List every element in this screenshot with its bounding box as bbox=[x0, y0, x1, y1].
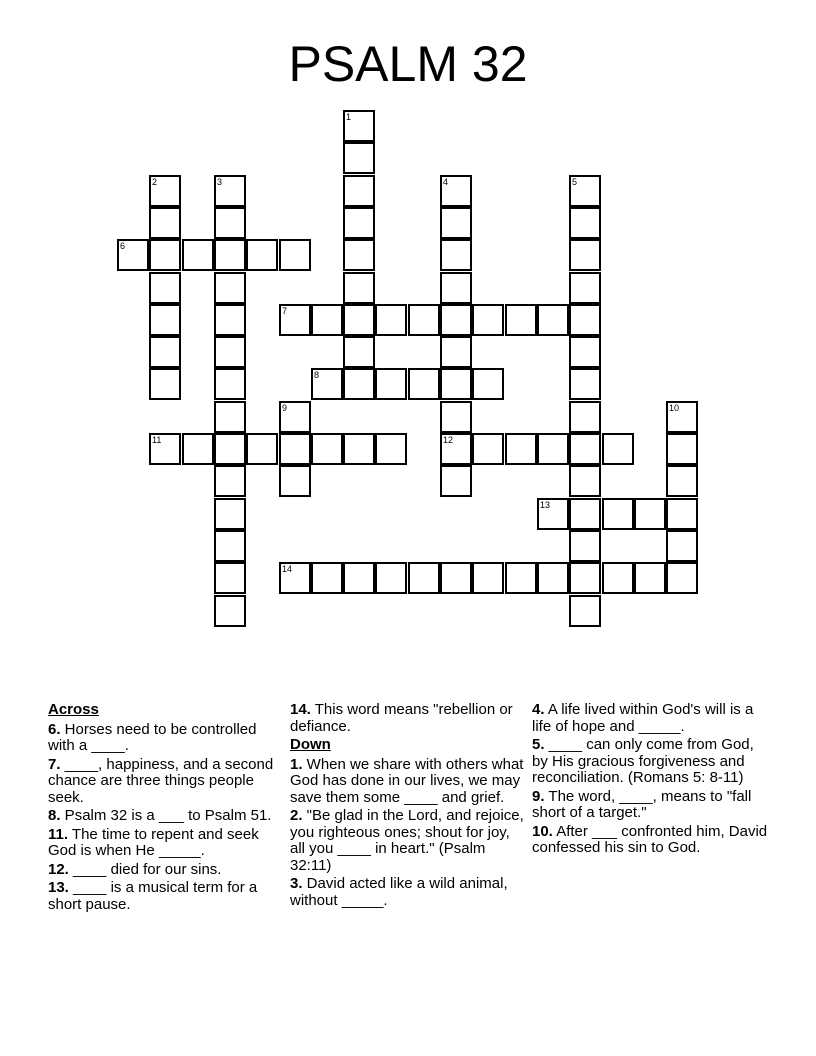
grid-cell bbox=[279, 239, 311, 271]
grid-cell bbox=[343, 207, 375, 239]
grid-cell bbox=[666, 401, 698, 433]
grid-cell bbox=[375, 304, 407, 336]
grid-cell bbox=[343, 175, 375, 207]
grid-cell bbox=[149, 239, 181, 271]
grid-cell bbox=[440, 336, 472, 368]
cell-number: 1 bbox=[346, 112, 352, 122]
page-title: PSALM 32 bbox=[288, 36, 528, 92]
grid-cell bbox=[569, 595, 601, 627]
grid-cell bbox=[569, 239, 601, 271]
cell-number: 5 bbox=[572, 177, 578, 187]
grid-cell bbox=[279, 401, 311, 433]
grid-cell bbox=[149, 272, 181, 304]
grid-cell bbox=[569, 530, 601, 562]
grid-cell bbox=[117, 239, 149, 271]
down-clue-3: 3. David acted like a wild animal, without _____. bbox=[290, 875, 508, 909]
grid-cell bbox=[472, 433, 504, 465]
grid-cell bbox=[311, 304, 343, 336]
grid-cell bbox=[569, 433, 601, 465]
grid-cell bbox=[311, 562, 343, 594]
cell-number: 11 bbox=[152, 435, 162, 445]
grid-cell bbox=[214, 368, 246, 400]
grid-cell bbox=[182, 433, 214, 465]
grid-cell bbox=[214, 530, 246, 562]
grid-cell bbox=[311, 368, 343, 400]
down-clue-1: 1. When we share with others what God has done in our lives, we may save them some ____ and grief. bbox=[290, 755, 524, 806]
cell-number: 14 bbox=[282, 564, 293, 574]
grid-cell bbox=[149, 175, 181, 207]
grid-cell bbox=[472, 562, 504, 594]
grid-cell bbox=[569, 207, 601, 239]
cell-number: 4 bbox=[443, 177, 449, 187]
grid-cell bbox=[537, 304, 569, 336]
grid-cell bbox=[440, 175, 472, 207]
grid-cell bbox=[149, 433, 181, 465]
grid-cell bbox=[569, 401, 601, 433]
grid-cell bbox=[602, 498, 634, 530]
down-clue-5: 5. ____ can only come from God, by His gracious forgiveness and reconciliation. (Romans 5: 8-11) bbox=[532, 736, 754, 786]
grid-cell bbox=[214, 304, 246, 336]
clue-column-3 bbox=[532, 702, 768, 859]
grid-cell bbox=[343, 142, 375, 174]
grid-cell bbox=[214, 401, 246, 433]
across-clue-11: 11. The time to repent and seek God is when He _____. bbox=[48, 825, 259, 859]
grid-cell bbox=[602, 562, 634, 594]
grid-cell bbox=[666, 498, 698, 530]
across-clue-12: 12. ____ died for our sins. bbox=[48, 860, 222, 878]
across-clue-13: 13. ____ is a musical term for a short pause. bbox=[48, 879, 258, 913]
grid-cell bbox=[440, 304, 472, 336]
across-heading: Across bbox=[48, 701, 99, 718]
grid-cell bbox=[602, 433, 634, 465]
grid-cell bbox=[375, 368, 407, 400]
grid-cell bbox=[440, 465, 472, 497]
grid-cell bbox=[569, 368, 601, 400]
grid-cell bbox=[440, 239, 472, 271]
grid-cell bbox=[246, 433, 278, 465]
down-clue-2: 2. "Be glad in the Lord, and rejoice, you righteous ones; shout for joy, all you ____ in heart." (Psalm 32:11) bbox=[290, 807, 524, 874]
grid-cell bbox=[666, 562, 698, 594]
cell-number: 10 bbox=[669, 403, 680, 413]
grid-cell bbox=[214, 433, 246, 465]
grid-cell bbox=[343, 562, 375, 594]
grid-cell bbox=[634, 498, 666, 530]
grid-cell bbox=[279, 562, 311, 594]
clue-column-2 bbox=[290, 702, 526, 911]
grid-cell bbox=[246, 239, 278, 271]
cell-number: 8 bbox=[314, 370, 320, 380]
grid-cell bbox=[149, 336, 181, 368]
grid-cell bbox=[149, 368, 181, 400]
grid-cell bbox=[214, 336, 246, 368]
grid-cell bbox=[279, 433, 311, 465]
grid-cell bbox=[569, 562, 601, 594]
grid-cell bbox=[279, 304, 311, 336]
grid-cell bbox=[537, 498, 569, 530]
down-clue-4: 4. A life lived within God's will is a life of hope and _____. bbox=[532, 701, 754, 735]
clue-column-1 bbox=[48, 702, 284, 915]
down-clue-9: 9. The word, ____, means to "fall short of a target." bbox=[532, 787, 752, 821]
grid-cell bbox=[343, 239, 375, 271]
grid-cell bbox=[472, 304, 504, 336]
grid-cell bbox=[440, 368, 472, 400]
grid-cell bbox=[149, 207, 181, 239]
grid-cell bbox=[505, 562, 537, 594]
grid-cell bbox=[343, 272, 375, 304]
cell-number: 3 bbox=[217, 177, 223, 187]
across-clue-6: 6. Horses need to be controlled with a ____. bbox=[48, 720, 257, 754]
grid-cell bbox=[343, 336, 375, 368]
grid-cell bbox=[505, 304, 537, 336]
grid-cell bbox=[569, 465, 601, 497]
grid-cell bbox=[182, 239, 214, 271]
grid-cell bbox=[408, 368, 440, 400]
grid-cell bbox=[440, 401, 472, 433]
cell-number: 6 bbox=[120, 241, 126, 251]
grid-cell bbox=[214, 498, 246, 530]
grid-cell bbox=[505, 433, 537, 465]
grid-cell bbox=[343, 433, 375, 465]
grid-cell bbox=[440, 207, 472, 239]
grid-cell bbox=[440, 433, 472, 465]
across-clue-8: 8. Psalm 32 is a ___ to Psalm 51. bbox=[48, 807, 272, 824]
grid-cell bbox=[666, 433, 698, 465]
down-heading: Down bbox=[290, 736, 331, 753]
cell-number: 13 bbox=[540, 500, 551, 510]
across-clue-7: 7. ____, happiness, and a second chance are three things people seek. bbox=[48, 755, 274, 806]
grid-cell bbox=[440, 272, 472, 304]
grid-cell bbox=[343, 304, 375, 336]
grid-cell bbox=[666, 530, 698, 562]
down-clue-10: 10. After ___ confronted him, David confessed his sin to God. bbox=[532, 822, 768, 856]
grid-cell bbox=[311, 433, 343, 465]
grid-cell bbox=[408, 304, 440, 336]
grid-cell bbox=[569, 272, 601, 304]
grid-cell bbox=[343, 368, 375, 400]
grid-cell bbox=[569, 175, 601, 207]
grid-cell bbox=[149, 304, 181, 336]
grid-cell bbox=[279, 465, 311, 497]
grid-cell bbox=[214, 595, 246, 627]
across-clue-14: 14. This word means "rebellion or defiance. bbox=[290, 701, 513, 735]
grid-cell bbox=[537, 433, 569, 465]
grid-cell bbox=[569, 336, 601, 368]
grid-cell bbox=[214, 175, 246, 207]
grid-cell bbox=[408, 562, 440, 594]
grid-cell bbox=[343, 110, 375, 142]
grid-cell bbox=[472, 368, 504, 400]
grid-cell bbox=[214, 239, 246, 271]
grid-cell bbox=[666, 465, 698, 497]
grid-cell bbox=[569, 304, 601, 336]
grid-cell bbox=[214, 465, 246, 497]
grid-cell bbox=[214, 562, 246, 594]
grid-cell bbox=[375, 433, 407, 465]
grid-cell bbox=[440, 562, 472, 594]
cell-number: 9 bbox=[282, 403, 288, 413]
cell-number: 12 bbox=[443, 435, 454, 445]
cell-number: 2 bbox=[152, 177, 158, 187]
grid-cell bbox=[537, 562, 569, 594]
cell-number: 7 bbox=[282, 306, 288, 316]
grid-cell bbox=[375, 562, 407, 594]
grid-cell bbox=[214, 207, 246, 239]
grid-cell bbox=[569, 498, 601, 530]
grid-cell bbox=[214, 272, 246, 304]
grid-cell bbox=[634, 562, 666, 594]
